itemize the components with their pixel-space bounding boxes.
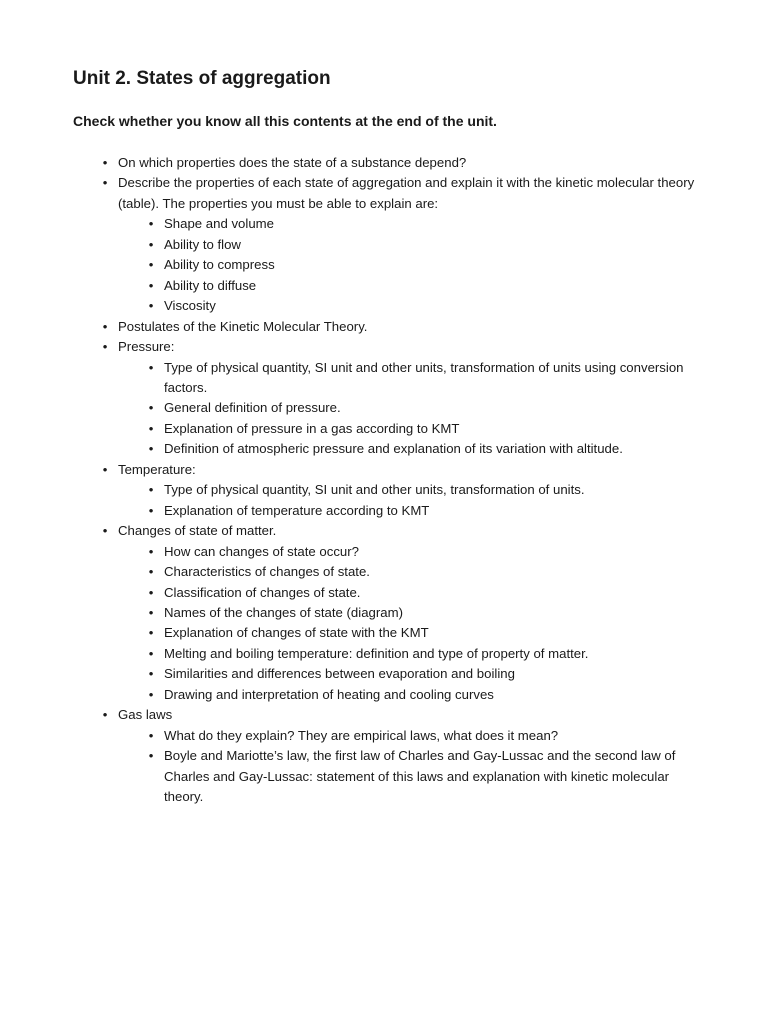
bullet-icon: • xyxy=(148,543,154,559)
sublist-item-text: General definition of pressure. xyxy=(164,400,341,416)
sublist xyxy=(118,542,698,706)
list-item-text: Temperature: xyxy=(118,461,196,477)
list-item-text: On which properties does the state of a substance depend? xyxy=(118,155,467,170)
list-item-text: Gas laws xyxy=(118,707,173,723)
bullet-icon: • xyxy=(148,666,154,682)
bullet-icon: • xyxy=(102,707,108,723)
list-item xyxy=(102,337,698,460)
bullet-icon: • xyxy=(148,236,154,252)
bullet-icon: • xyxy=(102,175,108,191)
sublist-item xyxy=(148,562,698,582)
sublist-item-text: Characteristics of changes of state. xyxy=(164,564,370,580)
bullet-icon: • xyxy=(148,584,154,600)
bullet-icon: • xyxy=(148,625,154,641)
bullet-icon: • xyxy=(148,400,154,416)
sublist-item xyxy=(148,664,698,684)
bullet-icon: • xyxy=(148,420,154,436)
bullet-icon: • xyxy=(148,727,154,743)
sublist-item-text: Explanation of pressure in a gas according to KMT xyxy=(164,420,460,436)
bullet-icon: • xyxy=(102,339,108,355)
list-item xyxy=(102,317,698,337)
sublist xyxy=(118,358,698,460)
page-subtitle: Check whether you know all this contents at the end of the unit. xyxy=(73,113,497,129)
sublist-item xyxy=(148,480,698,500)
list-item xyxy=(102,153,698,173)
sublist-item xyxy=(148,501,698,521)
list-item xyxy=(102,521,698,705)
sublist-item-text: Shape and volume xyxy=(164,216,274,232)
sublist-item-text: Explanation of changes of state with the KMT xyxy=(164,625,429,641)
sublist-item-text: Type of physical quantity, SI unit and other units, transformation of units using conversion factors. xyxy=(164,359,684,395)
list-item-text: Postulates of the Kinetic Molecular Theory. xyxy=(118,318,368,334)
list-item-text: Changes of state of matter. xyxy=(118,523,277,539)
list-item xyxy=(102,460,698,521)
sublist-item xyxy=(148,296,698,316)
bullet-icon: • xyxy=(148,359,154,375)
sublist-item-text: How can changes of state occur? xyxy=(164,543,359,559)
sublist-item xyxy=(148,214,698,234)
sublist-item xyxy=(148,439,698,459)
bullet-icon: • xyxy=(148,564,154,580)
sublist-item xyxy=(148,685,698,705)
sublist-item-text: Definition of atmospheric pressure and explanation of its variation with altitude. xyxy=(164,441,623,457)
list-item xyxy=(102,173,698,316)
sublist-item-text: Ability to diffuse xyxy=(164,277,257,293)
sublist-item xyxy=(148,583,698,603)
sublist-item xyxy=(148,726,698,746)
sublist-item xyxy=(148,603,698,623)
list-item-text: Describe the properties of each state of aggregation and explain it with the kinetic molecular theory (table). The properties you must be able to explain are: xyxy=(118,175,695,211)
sublist-item-text: Explanation of temperature according to KMT xyxy=(164,502,430,518)
sublist-item-text: Classification of changes of state. xyxy=(164,584,361,600)
bullet-icon: • xyxy=(102,461,108,477)
list-item xyxy=(102,705,698,807)
bullet-icon: • xyxy=(102,318,108,334)
sublist-item-text: Similarities and differences between evaporation and boiling xyxy=(164,666,515,682)
sublist-item-text: Melting and boiling temperature: definition and type of property of matter. xyxy=(164,645,589,661)
sublist-item xyxy=(148,623,698,643)
bullet-icon: • xyxy=(102,155,108,170)
bullet-icon: • xyxy=(148,298,154,314)
sublist-item-text: Ability to flow xyxy=(164,236,241,252)
sublist xyxy=(118,726,698,808)
bullet-icon: • xyxy=(148,604,154,620)
sublist-item xyxy=(148,235,698,255)
bullet-icon: • xyxy=(148,277,154,293)
sublist-item-text: What do they explain? They are empirical laws, what does it mean? xyxy=(164,727,559,743)
bullet-icon: • xyxy=(148,502,154,518)
page-title: Unit 2. States of aggregation xyxy=(73,68,331,89)
sublist-item-text: Drawing and interpretation of heating and cooling curves xyxy=(164,686,494,702)
bullet-icon: • xyxy=(148,748,154,764)
sublist-item xyxy=(148,542,698,562)
sublist-item-text: Boyle and Mariotte’s law, the first law of Charles and Gay-Lussac and the second law of Charles and Gay-Lussac: statement of this laws and explanation with kinetic molecular theory. xyxy=(164,748,676,805)
sublist-item xyxy=(148,358,698,399)
bullet-icon: • xyxy=(148,441,154,457)
sublist-item xyxy=(148,419,698,439)
sublist-item-text: Viscosity xyxy=(164,298,216,314)
bullet-icon: • xyxy=(148,482,154,498)
bullet-icon: • xyxy=(148,216,154,232)
bullet-icon: • xyxy=(102,523,108,539)
bullet-icon: • xyxy=(148,686,154,702)
bullet-icon: • xyxy=(148,257,154,273)
sublist xyxy=(118,480,698,521)
sublist-item xyxy=(148,398,698,418)
list-item-text: Pressure: xyxy=(118,339,175,355)
sublist-item-text: Type of physical quantity, SI unit and other units, transformation of units. xyxy=(164,482,585,498)
sublist-item xyxy=(148,644,698,664)
sublist xyxy=(118,214,698,316)
sublist-item xyxy=(148,276,698,296)
sublist-item-text: Names of the changes of state (diagram) xyxy=(164,604,403,620)
bullet-icon: • xyxy=(148,645,154,661)
sublist-item xyxy=(148,255,698,275)
sublist-item xyxy=(148,746,698,807)
checklist xyxy=(102,153,698,808)
sublist-item-text: Ability to compress xyxy=(164,257,275,273)
